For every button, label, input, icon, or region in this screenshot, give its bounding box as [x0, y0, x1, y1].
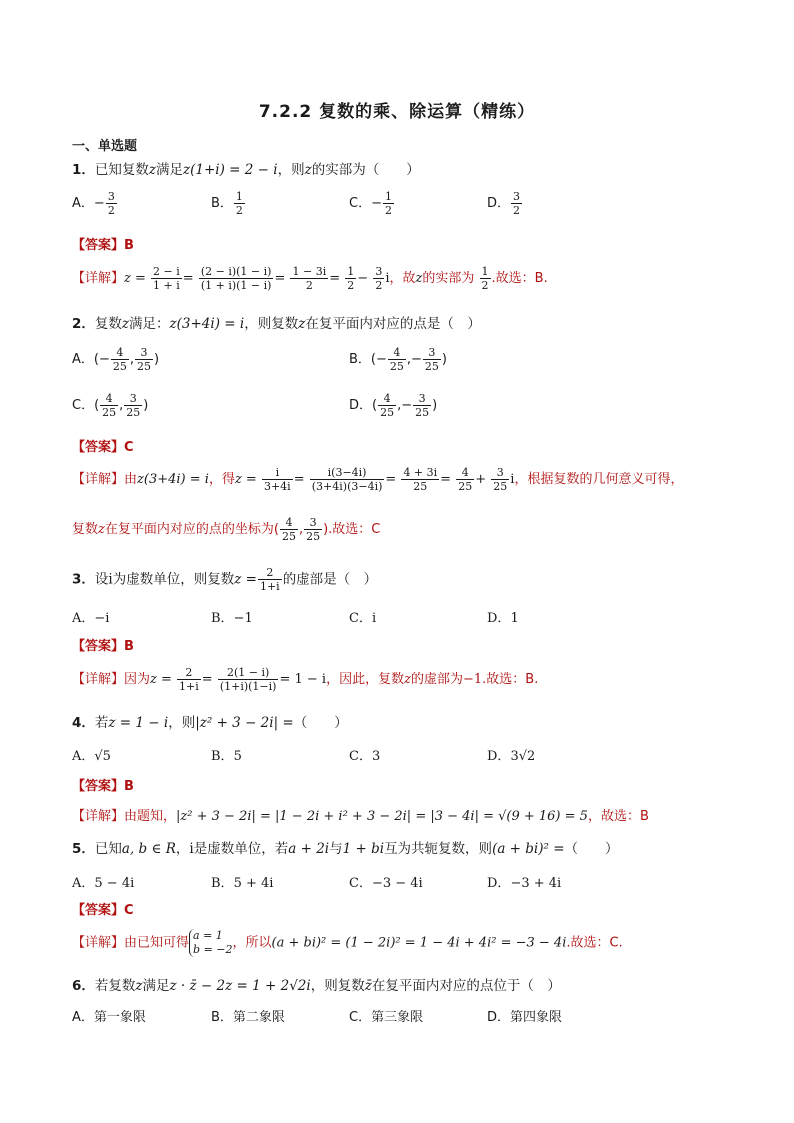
q5-answer: 【答案】C [72, 903, 134, 918]
q2-option-d[interactable]: D．( $\frac{4}{25}$ ,− $\frac{3}{25}$ ) [349, 392, 438, 419]
q1-detail: 【详解】z = $\frac{2 - i}{1 + i}$ = $\frac{(2 - i)(1 - i)}{(1 + i)(1 - i)}$ = $\frac{1 - 3i}{2}$ = $\frac{1}{2}$ − $\frac{3}{2}$ i，故z的实部为 $\frac{1}{2}$ .故选：B. [72, 265, 548, 292]
q4-option-b[interactable]: B．5 [211, 749, 242, 764]
q6-option-b[interactable]: B．第二象限 [211, 1010, 285, 1025]
q1-option-a[interactable]: A．− $\frac{3}{2}$ [72, 190, 115, 217]
q3-option-c[interactable]: C．i [349, 611, 377, 626]
question-5: 5．已知a, b ∈ R，i是虚数单位，若a + 2i与1 + bi互为共轭复数，则(a + bi)² =（ ） [72, 841, 619, 857]
q4-option-d[interactable]: D．3√2 [487, 749, 536, 764]
q6-option-a[interactable]: A．第一象限 [72, 1010, 146, 1025]
q2-option-a[interactable]: A．(− $\frac{4}{25}$ , $\frac{3}{25}$ ) [72, 346, 160, 373]
q5-detail: 【详解】由已知可得 a = 1 b = −2 ，所以(a + bi)² = (1 − 2i)² = 1 − 4i + 4i² = −3 − 4i.故选：C. [72, 929, 623, 956]
q3-option-b[interactable]: B．−1 [211, 611, 253, 626]
q5-option-c[interactable]: C．−3 − 4i [349, 876, 423, 891]
q2-option-b[interactable]: B．(− $\frac{4}{25}$ ,− $\frac{3}{25}$ ) [349, 346, 447, 373]
equation-system: a = 1 b = −2 [189, 929, 232, 957]
q3-option-d[interactable]: D．1 [487, 611, 519, 626]
q5-option-a[interactable]: A．5 − 4i [72, 876, 135, 891]
q1-answer: 【答案】B [72, 238, 134, 253]
q2-detail-line-2: 复数z在复平面内对应的点的坐标为( $\frac{4}{25}$ , $\frac{3}{25}$ ).故选：C [72, 516, 381, 543]
q3-option-a[interactable]: A．−i [72, 611, 110, 626]
q5-option-d[interactable]: D．−3 + 4i [487, 876, 562, 891]
q1-option-b[interactable]: B． $\frac{1}{2}$ [211, 190, 243, 217]
q2-answer: 【答案】C [72, 440, 134, 455]
question-2: 2．复数z满足：z(3+4i) = i，则复数z在复平面内对应的点是（ ） [72, 316, 481, 332]
q4-answer: 【答案】B [72, 779, 134, 794]
q1-option-d[interactable]: D． $\frac{3}{2}$ [487, 190, 521, 217]
q6-option-c[interactable]: C．第三象限 [349, 1010, 424, 1025]
q3-answer: 【答案】B [72, 639, 134, 654]
question-1: 1．已知复数z满足z(1+i) = 2 − i，则z的实部为（ ） [72, 162, 420, 178]
question-4: 4．若z = 1 − i，则|z² + 3 − 2i| =（ ） [72, 715, 348, 731]
q4-option-a[interactable]: A．√5 [72, 749, 111, 764]
q5-option-b[interactable]: B．5 + 4i [211, 876, 274, 891]
question-3: 3．设i为虚数单位，则复数z = $\frac{2}{1+i}$ 的虚部是（ ） [72, 566, 378, 593]
q6-option-d[interactable]: D．第四象限 [487, 1010, 563, 1025]
q4-option-c[interactable]: C．3 [349, 749, 381, 764]
question-6: 6．若复数z满足z · z̄ − 2z = 1 + 2√2i，则复数z̄在复平面内对应的点位于（ ） [72, 978, 561, 994]
q2-option-c[interactable]: C．( $\frac{4}{25}$ , $\frac{3}{25}$ ) [72, 392, 149, 419]
section-heading: 一、单选题 [72, 139, 138, 154]
q3-detail: 【详解】因为z = $\frac{2}{1+i}$ = $\frac{2(1 - i)}{(1+i)(1-i)}$ = 1 − i，因此，复数z的虚部为−1.故选：B. [72, 666, 539, 693]
q1-option-c[interactable]: C．− $\frac{1}{2}$ [349, 190, 392, 217]
page-title: 7.2.2 复数的乘、除运算（精练） [258, 102, 536, 122]
q2-detail-line-1: 【详解】由z(3+4i) = i，得z = $\frac{i}{3+4i}$ = $\frac{i(3-4i)}{(3+4i)(3-4i)}$ = $\frac{4 + 3i}{25}$ = $\frac{4}{25}$ + $\frac{3}{25}$ i，根据复数的几何意义可得， [72, 466, 684, 493]
q4-detail: 【详解】由题知，|z² + 3 − 2i| = |1 − 2i + i² + 3 − 2i| = |3 − 4i| = √(9 + 16) = 5，故选：B [72, 809, 649, 824]
